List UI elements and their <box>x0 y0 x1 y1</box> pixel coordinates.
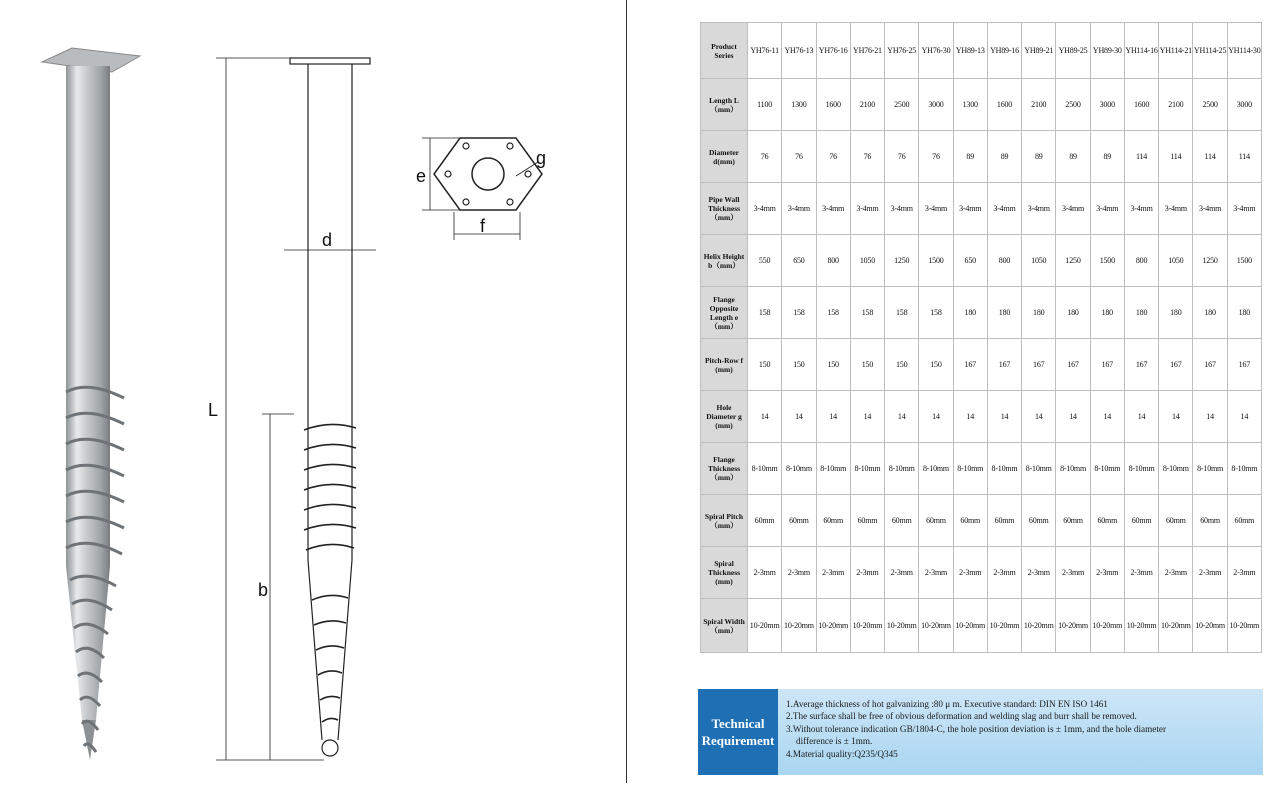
dimension-label-L: L <box>208 400 219 420</box>
requirement-line: 3.Without tolerance indication GB/1804-C, the hole position deviation is ± 1mm, and the hole diameter <box>786 723 1167 734</box>
dimension-label-b: b <box>258 580 269 600</box>
table-cell: 650 <box>782 235 816 287</box>
row-header: Flange Opposite Length e（mm） <box>701 287 748 339</box>
table-cell: 800 <box>1124 235 1158 287</box>
table-cell: 158 <box>782 287 816 339</box>
table-cell: 1300 <box>953 79 987 131</box>
table-cell: 3-4mm <box>850 183 884 235</box>
table-cell: 167 <box>953 339 987 391</box>
table-cell: 150 <box>850 339 884 391</box>
table-cell: 2500 <box>885 79 919 131</box>
technical-requirement-text <box>778 689 1263 775</box>
table-cell: 114 <box>1159 131 1193 183</box>
table-cell: 60mm <box>850 495 884 547</box>
table-cell: 167 <box>1090 339 1124 391</box>
table-cell: 60mm <box>953 495 987 547</box>
table-cell: 8-10mm <box>1193 443 1227 495</box>
table-cell: 2-3mm <box>885 547 919 599</box>
ground-screw-drawing <box>0 0 626 783</box>
table-cell: 3-4mm <box>1159 183 1193 235</box>
table-row <box>701 287 1262 339</box>
table-cell: 14 <box>748 391 782 443</box>
table-cell: 8-10mm <box>1124 443 1158 495</box>
table-cell: 8-10mm <box>1056 443 1090 495</box>
table-cell: 10-20mm <box>1090 599 1124 653</box>
table-cell: 114 <box>1227 131 1261 183</box>
table-cell: 14 <box>1022 391 1056 443</box>
table-cell: 180 <box>1124 287 1158 339</box>
table-cell: 10-20mm <box>919 599 953 653</box>
table-cell: 158 <box>885 287 919 339</box>
table-cell: 60mm <box>885 495 919 547</box>
table-row <box>701 339 1262 391</box>
table-cell: 14 <box>987 391 1021 443</box>
table-cell: YH114-30 <box>1227 23 1261 79</box>
table-cell: 158 <box>816 287 850 339</box>
table-cell: 1050 <box>1022 235 1056 287</box>
table-cell: 2100 <box>1022 79 1056 131</box>
table-cell: 3-4mm <box>1090 183 1124 235</box>
table-cell: 3-4mm <box>885 183 919 235</box>
table-cell: 10-20mm <box>782 599 816 653</box>
table-cell: 180 <box>1022 287 1056 339</box>
table-cell: 1100 <box>748 79 782 131</box>
table-cell: 76 <box>748 131 782 183</box>
table-cell: 60mm <box>1227 495 1261 547</box>
table-cell: 180 <box>1193 287 1227 339</box>
table-cell: 8-10mm <box>1022 443 1056 495</box>
table-cell: 158 <box>850 287 884 339</box>
table-cell: 14 <box>1124 391 1158 443</box>
table-cell: YH89-13 <box>953 23 987 79</box>
table-cell: 8-10mm <box>1159 443 1193 495</box>
table-cell: 3-4mm <box>1056 183 1090 235</box>
table-cell: 8-10mm <box>816 443 850 495</box>
table-cell: 3-4mm <box>919 183 953 235</box>
table-cell: 60mm <box>1090 495 1124 547</box>
table-cell: 10-20mm <box>816 599 850 653</box>
table-cell: 1600 <box>816 79 850 131</box>
table-cell: 550 <box>748 235 782 287</box>
table-cell: 150 <box>782 339 816 391</box>
table-cell: 150 <box>816 339 850 391</box>
table-cell: 14 <box>850 391 884 443</box>
table-cell: 10-20mm <box>1056 599 1090 653</box>
table-row <box>701 235 1262 287</box>
table-cell: 60mm <box>1056 495 1090 547</box>
table-cell: YH89-25 <box>1056 23 1090 79</box>
table-cell: 60mm <box>1022 495 1056 547</box>
table-cell: 2500 <box>1193 79 1227 131</box>
table-cell: 2-3mm <box>1159 547 1193 599</box>
table-cell: 650 <box>953 235 987 287</box>
table-cell: 76 <box>919 131 953 183</box>
table-cell: 3-4mm <box>953 183 987 235</box>
table-cell: 60mm <box>987 495 1021 547</box>
table-cell: 1500 <box>919 235 953 287</box>
row-header: Spiral Width（mm） <box>701 599 748 653</box>
table-cell: 3-4mm <box>1022 183 1056 235</box>
table-cell: 3-4mm <box>782 183 816 235</box>
row-header: Spiral Pitch（mm） <box>701 495 748 547</box>
requirement-line: 4.Material quality:Q235/Q345 <box>786 748 898 759</box>
table-cell: 2500 <box>1056 79 1090 131</box>
table-cell: 1500 <box>1227 235 1261 287</box>
requirement-title-line2: Requirement <box>701 733 775 748</box>
table-cell: 2-3mm <box>1193 547 1227 599</box>
table-cell: 3000 <box>1227 79 1261 131</box>
table-cell: 2-3mm <box>919 547 953 599</box>
row-header: Product Series <box>701 23 748 79</box>
table-cell: YH114-16 <box>1124 23 1158 79</box>
table-cell: 10-20mm <box>1193 599 1227 653</box>
table-cell: YH114-25 <box>1193 23 1227 79</box>
table-cell: 10-20mm <box>885 599 919 653</box>
row-header: Hole Diameter g (mm) <box>701 391 748 443</box>
table-cell: 3-4mm <box>748 183 782 235</box>
table-cell: 167 <box>1159 339 1193 391</box>
table-cell: 14 <box>919 391 953 443</box>
table-cell: 14 <box>1056 391 1090 443</box>
dimension-label-f: f <box>480 216 486 236</box>
screw-photo <box>42 48 140 760</box>
table-cell: 167 <box>987 339 1021 391</box>
table-cell: 89 <box>1022 131 1056 183</box>
table-cell: 60mm <box>1193 495 1227 547</box>
table-cell: 158 <box>748 287 782 339</box>
table-cell: 8-10mm <box>1090 443 1124 495</box>
table-cell: 8-10mm <box>1227 443 1261 495</box>
table-cell: 180 <box>987 287 1021 339</box>
requirement-line: 1.Average thickness of hot galvanizing :80 μ m. Executive standard: DIN EN ISO 1461 <box>786 699 1108 709</box>
table-cell: 10-20mm <box>1022 599 1056 653</box>
table-cell: 14 <box>1193 391 1227 443</box>
dimension-label-g: g <box>536 148 547 168</box>
table-cell: 60mm <box>816 495 850 547</box>
table-cell: 2-3mm <box>953 547 987 599</box>
table-cell: 180 <box>1227 287 1261 339</box>
table-cell: YH76-21 <box>850 23 884 79</box>
table-cell: 8-10mm <box>748 443 782 495</box>
table-cell: 800 <box>816 235 850 287</box>
table-row <box>701 79 1262 131</box>
table-cell: 2-3mm <box>1022 547 1056 599</box>
table-cell: 10-20mm <box>1124 599 1158 653</box>
table-cell: 10-20mm <box>748 599 782 653</box>
table-cell: 1300 <box>782 79 816 131</box>
table-cell: 167 <box>1056 339 1090 391</box>
table-cell: 1500 <box>1090 235 1124 287</box>
table-cell: 1600 <box>987 79 1021 131</box>
requirement-title-line1: Technical <box>711 716 765 731</box>
table-cell: 3000 <box>919 79 953 131</box>
table-cell: 14 <box>953 391 987 443</box>
table-cell: 180 <box>1159 287 1193 339</box>
table-row <box>701 443 1262 495</box>
requirement-line: 2.The surface shall be free of obvious deformation and welding slag and burr shall be removed. <box>786 711 1137 722</box>
table-cell: 1050 <box>850 235 884 287</box>
table-cell: 89 <box>953 131 987 183</box>
table-cell: 1050 <box>1159 235 1193 287</box>
table-cell: YH89-21 <box>1022 23 1056 79</box>
table-cell: 150 <box>885 339 919 391</box>
table-cell: 89 <box>987 131 1021 183</box>
table-cell: YH76-30 <box>919 23 953 79</box>
table-cell: 14 <box>782 391 816 443</box>
table-cell: 800 <box>987 235 1021 287</box>
dimension-label-d: d <box>322 230 333 250</box>
table-cell: 1250 <box>885 235 919 287</box>
table-cell: 10-20mm <box>1227 599 1261 653</box>
table-row <box>701 183 1262 235</box>
table-cell: 8-10mm <box>987 443 1021 495</box>
table-cell: 150 <box>748 339 782 391</box>
table-row <box>701 599 1262 653</box>
table-cell: 76 <box>885 131 919 183</box>
table-cell: 180 <box>1056 287 1090 339</box>
table-cell: 180 <box>1090 287 1124 339</box>
table-cell: 76 <box>816 131 850 183</box>
table-cell: 8-10mm <box>953 443 987 495</box>
table-cell: 3-4mm <box>1193 183 1227 235</box>
table-cell: 8-10mm <box>782 443 816 495</box>
table-cell: 10-20mm <box>1159 599 1193 653</box>
table-cell: 3000 <box>1090 79 1124 131</box>
table-cell: YH114-21 <box>1159 23 1193 79</box>
table-cell: YH76-25 <box>885 23 919 79</box>
table-cell: 3-4mm <box>1124 183 1158 235</box>
table-cell: 60mm <box>782 495 816 547</box>
table-cell: 114 <box>1193 131 1227 183</box>
table-cell: 76 <box>850 131 884 183</box>
table-cell: 167 <box>1022 339 1056 391</box>
row-header: Pipe Wall Thickness（mm） <box>701 183 748 235</box>
table-cell: YH89-16 <box>987 23 1021 79</box>
table-cell: 60mm <box>1159 495 1193 547</box>
table-cell: 167 <box>1124 339 1158 391</box>
dimension-label-e: e <box>416 166 427 186</box>
table-cell: 2-3mm <box>782 547 816 599</box>
table-cell: 1250 <box>1193 235 1227 287</box>
row-header: Flange Thickness（mm） <box>701 443 748 495</box>
table-cell: 1600 <box>1124 79 1158 131</box>
table-cell: 89 <box>1056 131 1090 183</box>
table-cell: 2-3mm <box>1227 547 1261 599</box>
table-cell: YH89-30 <box>1090 23 1124 79</box>
table-cell: 3-4mm <box>816 183 850 235</box>
table-cell: 2-3mm <box>1124 547 1158 599</box>
table-cell: 2-3mm <box>1056 547 1090 599</box>
table-cell: 10-20mm <box>953 599 987 653</box>
screw-technical-drawing <box>216 58 542 760</box>
table-row <box>701 391 1262 443</box>
requirement-line: difference is ± 1mm. <box>796 736 873 747</box>
table-cell: 114 <box>1124 131 1158 183</box>
table-cell: YH76-11 <box>748 23 782 79</box>
table-cell: 2-3mm <box>748 547 782 599</box>
table-cell: 60mm <box>1124 495 1158 547</box>
table-row <box>701 23 1262 79</box>
row-header: Diameter d(mm) <box>701 131 748 183</box>
table-row <box>701 131 1262 183</box>
table-cell: 60mm <box>748 495 782 547</box>
table-row <box>701 495 1262 547</box>
table-cell: 14 <box>1159 391 1193 443</box>
table-cell: 8-10mm <box>919 443 953 495</box>
table-cell: 89 <box>1090 131 1124 183</box>
table-cell: 14 <box>1227 391 1261 443</box>
table-cell: YH76-16 <box>816 23 850 79</box>
row-header: Length L（mm） <box>701 79 748 131</box>
table-cell: 60mm <box>919 495 953 547</box>
table-cell: 167 <box>1227 339 1261 391</box>
table-cell: 8-10mm <box>885 443 919 495</box>
table-cell: 167 <box>1193 339 1227 391</box>
row-header: Pitch-Row f (mm) <box>701 339 748 391</box>
table-cell: 2-3mm <box>850 547 884 599</box>
table-cell: 3-4mm <box>1227 183 1261 235</box>
table-cell: 10-20mm <box>850 599 884 653</box>
table-cell: 2-3mm <box>816 547 850 599</box>
table-cell: YH76-13 <box>782 23 816 79</box>
product-illustration-panel <box>0 0 626 783</box>
table-cell: 14 <box>885 391 919 443</box>
technical-requirement-box <box>698 689 1263 775</box>
table-cell: 150 <box>919 339 953 391</box>
table-cell: 14 <box>1090 391 1124 443</box>
row-header: Spiral Thickness (mm) <box>701 547 748 599</box>
table-cell: 2100 <box>850 79 884 131</box>
table-cell: 8-10mm <box>850 443 884 495</box>
table-cell: 14 <box>816 391 850 443</box>
table-row <box>701 547 1262 599</box>
table-cell: 10-20mm <box>987 599 1021 653</box>
table-cell: 2-3mm <box>987 547 1021 599</box>
table-cell: 3-4mm <box>987 183 1021 235</box>
specification-panel <box>627 0 1278 783</box>
table-cell: 76 <box>782 131 816 183</box>
table-cell: 2100 <box>1159 79 1193 131</box>
table-cell: 180 <box>953 287 987 339</box>
specification-table <box>700 22 1262 653</box>
table-cell: 1250 <box>1056 235 1090 287</box>
table-cell: 2-3mm <box>1090 547 1124 599</box>
technical-requirement-label <box>698 689 778 775</box>
row-header: Helix Height b（mm） <box>701 235 748 287</box>
table-cell: 158 <box>919 287 953 339</box>
